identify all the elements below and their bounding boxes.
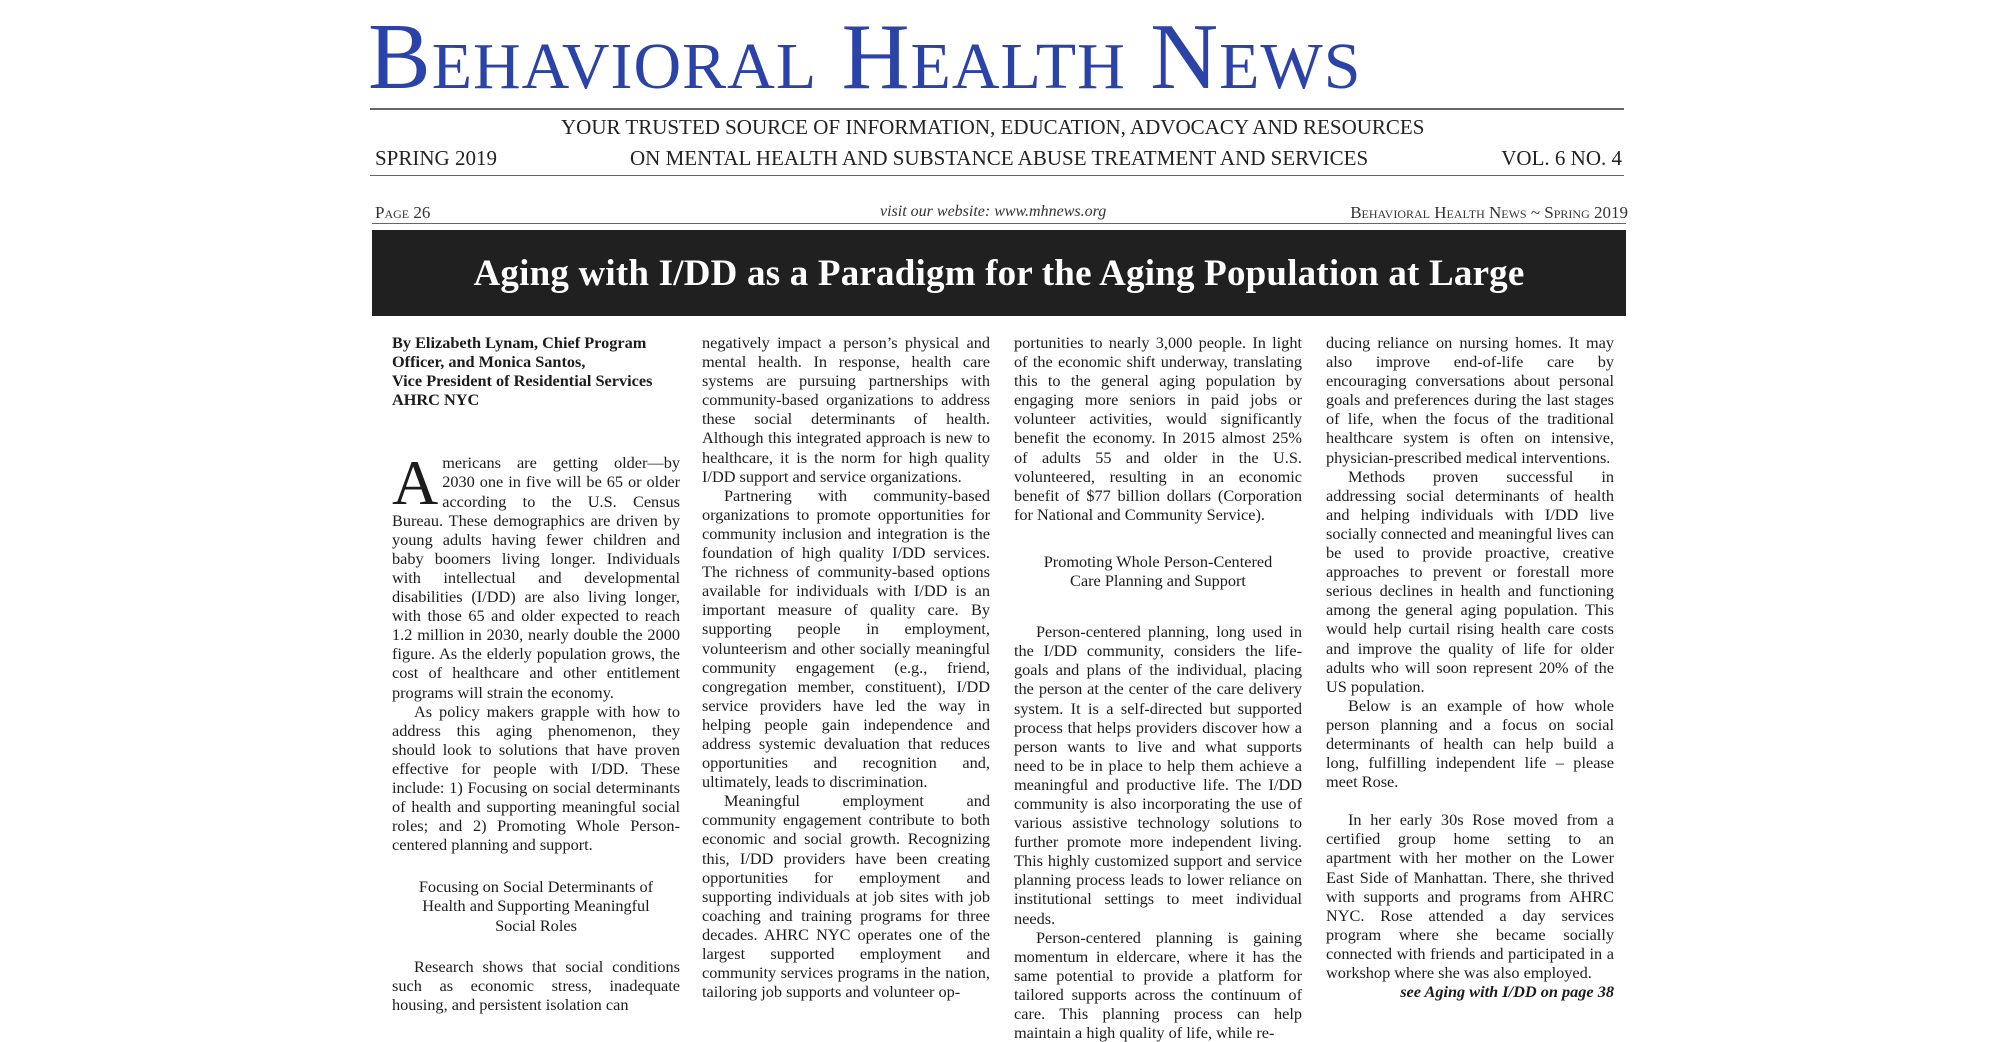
paragraph: Person-centered planning, long used in the I/DD community, considers the life-goals and plans of the individual, placing the person at the center of the care delivery system. It is a self-directed but supported process that helps providers discover how a person wants to live and what supports need to be in place to help them achieve a meaningful and productive life. The I/DD community is also incorporating the use of various assistive technology solutions to further promote more independent living. This highly customized support and service planning process leads to lower reliance on institutional settings to meet individual needs.	[1014, 622, 1302, 928]
header-rule	[372, 223, 1626, 224]
running-title: Behavioral Health News ~ Spring 2019	[1350, 203, 1628, 222]
paragraph: In her early 30s Rose moved from a certified group home setting to an apartment with her mother on the Lower East Side of Manhattan. There, she thrived with supports and programs from AHRC NYC. Rose attended a day services program where she became socially connected with friends and participated in a workshop where she was also employed.	[1326, 810, 1614, 982]
paragraph: Methods proven successful in addressing social determinants of health and helping individuals with I/DD live socially connected and meaningful lives can be used to provide proactive, creative approaches to prevent or forestall more serious declines in health and functioning among the general aging population. This would help curtail rising health care costs and improve the quality of life for older adults who will soon represent 20% of the US population.	[1326, 466, 1614, 696]
paragraph: negatively impact a person’s physical and mental health. In response, health care systems are pursuing partnerships with community-based organizations to address these social determinants of health. Although this integrated approach is new to healthcare, it is the norm for high quality I/DD support and service organizations.	[702, 333, 990, 486]
masthead-rule-top	[370, 108, 1624, 110]
paragraph-gap	[1326, 791, 1614, 810]
article-column-3	[1014, 333, 1302, 1042]
continued-link[interactable]: see Aging with I/DD on page 38	[1400, 982, 1614, 1002]
article-column-2	[702, 333, 990, 1001]
paragraph: ducing reliance on nursing homes. It may also improve end-of-life care by encouraging conversations about personal goals and preferences during the last stages of life, when the focus of the traditional healthcare system is often on intensive, physician-prescribed medical interventions.	[1326, 333, 1614, 467]
paragraph: Partnering with community-based organizations to promote opportunities for community inclusion and integration is the foundation of high quality I/DD services. The richness of community-based options available for individuals with I/DD is an important measure of quality care. By supporting people in employment, volunteerism and other socially meaningful community engagement (e.g., friend, congregation member, constituent), I/DD service providers have led the way in helping people gain independence and address systemic devaluation that reduces opportunities and recognition and, ultimately, leads to discrimination.	[702, 485, 990, 792]
page-number: Page 26	[375, 203, 431, 222]
masthead-rule-bottom	[370, 175, 1624, 176]
byline-line: Officer, and Monica Santos,	[392, 352, 586, 372]
article-column-4	[1326, 333, 1614, 1001]
subheading-line: Care Planning and Support	[1070, 571, 1246, 591]
paragraph: As policy makers grapple with how to address this aging phenomenon, they should look to solutions that have proven effective for people with I/DD. These include: 1) Focusing on social determinants of health and supporting meaningful social roles; and 2) Promoting Whole Person-centered planning and support.	[392, 701, 680, 855]
paragraph: Person-centered planning is gaining momentum in eldercare, where it has the same potential to provide a platform for tailored supports across the continuum of care. This planning process can help maintain a high quality of life, while re-	[1014, 927, 1302, 1042]
article-column-1	[392, 333, 680, 1014]
paragraph-text: mericans are getting older—by 2030 one in five will be 65 or older according to the U.S. Census Bureau. These demographics are driven by young adults having fewer children and baby boomers living longer. Individuals with intellectual and developmental disabilities (I/DD) are also living longer, with those 65 and older expected to reach 1.2 million in 2030, nearly double the 2000 figure. As the elderly population grows, the cost of healthcare and other entitlement programs will strain the economy.	[392, 453, 680, 702]
website-link[interactable]: visit our website: www.mhnews.org	[880, 203, 1107, 220]
byline-line: By Elizabeth Lynam, Chief Program	[392, 333, 647, 352]
paragraph	[392, 447, 680, 702]
subheading-line: Social Roles	[495, 915, 577, 935]
tagline-line2: ON MENTAL HEALTH AND SUBSTANCE ABUSE TREATMENT AND SERVICES	[630, 146, 1369, 170]
article-title-banner	[372, 230, 1626, 316]
article-title: Aging with I/DD as a Paradigm for the Aging Population at Large	[473, 252, 1525, 294]
paragraph: Below is an example of how whole person planning and a focus on social determinants of health can help build a long, fulfilling independent life – please meet Rose.	[1326, 695, 1614, 792]
subheading-line: Focusing on Social Determinants of	[418, 877, 654, 897]
volume-number: VOL. 6 NO. 4	[1501, 146, 1622, 170]
masthead-title: Behavioral Health News	[368, 5, 1362, 109]
paragraph: portunities to nearly 3,000 people. In light of the economic shift underway, translating this to the general aging population by engaging more seniors in paid jobs or volunteer activities, would significantly benefit the economy. In 2015 almost 25% of adults 55 and older in the U.S. volunteered, resulting in an economic benefit of $77 billion dollars (Corporation for National and Community Service).	[1014, 333, 1302, 524]
byline-line: Vice President of Residential Services	[392, 371, 653, 391]
subheading-2	[1014, 552, 1302, 590]
byline	[392, 333, 680, 409]
drop-cap: A	[392, 447, 439, 519]
subheading-line: Health and Supporting Meaningful	[422, 896, 650, 916]
subheading-1	[392, 877, 680, 934]
subheading-line: Promoting Whole Person-Centered	[1043, 551, 1273, 571]
byline-line: AHRC NYC	[392, 390, 480, 410]
tagline-line1: YOUR TRUSTED SOURCE OF INFORMATION, EDUCATION, ADVOCACY AND RESOURCES	[561, 115, 1425, 139]
paragraph: Meaningful employment and community engagement contribute to both economic and social growth. Recognizing this, I/DD providers have been creating opportunities for employment and supporting individuals at job sites with job coaching and training programs for three decades. AHRC NYC operates one of the largest supported employment and community services programs in the nation, tailoring job supports and volunteer op-	[702, 791, 990, 1002]
paragraph: Research shows that social conditions such as economic stress, inadequate housing, and persistent isolation can	[392, 956, 680, 1014]
issue-season: SPRING 2019	[375, 146, 497, 170]
